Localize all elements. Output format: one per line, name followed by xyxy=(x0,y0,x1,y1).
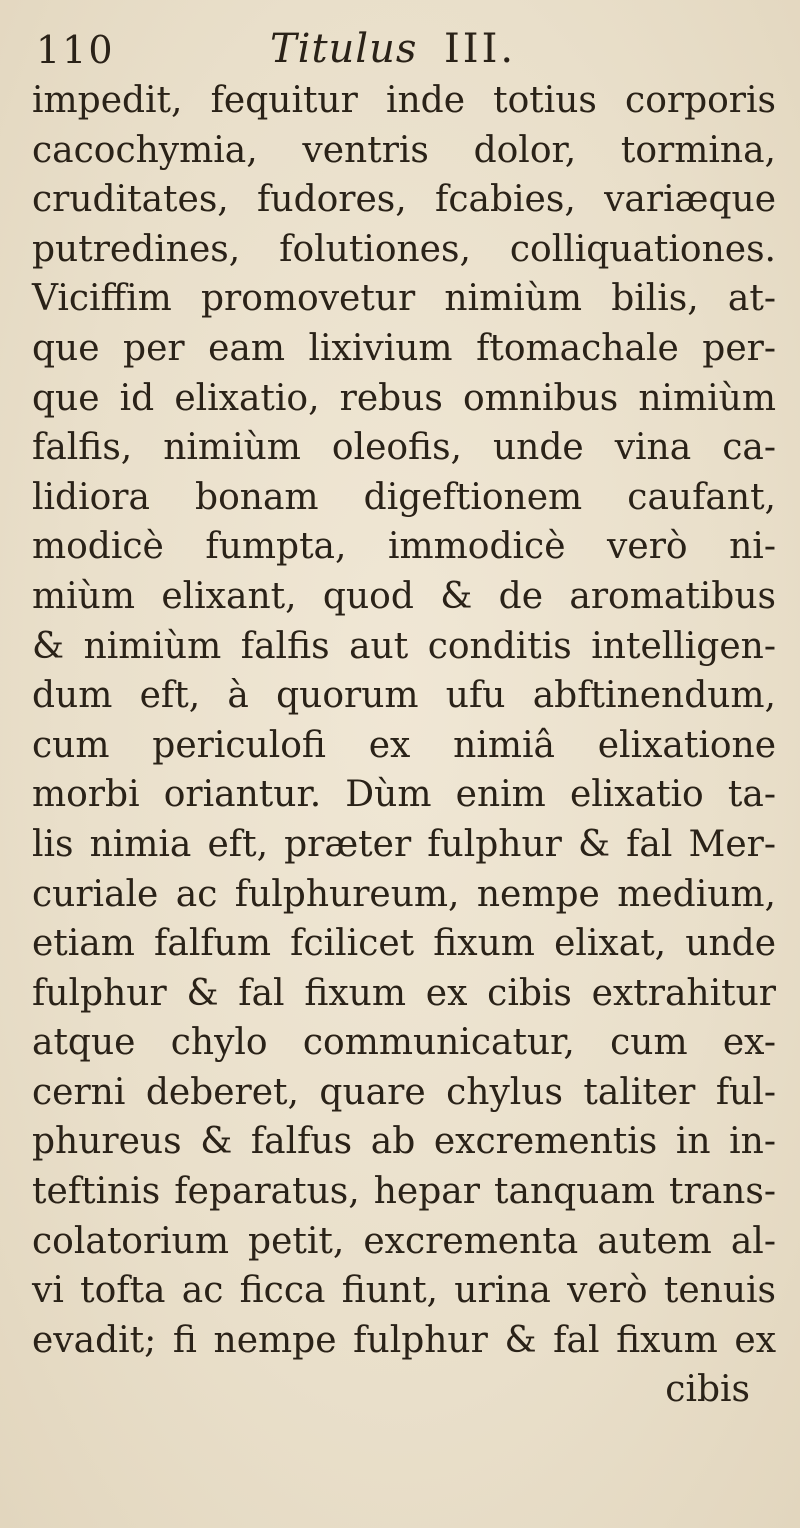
text-line: vi tofta ac ficca fiunt, urina verò tenuis xyxy=(32,1270,776,1312)
page-number: 110 xyxy=(36,28,115,72)
text-line: cerni deberet, quare chylus taliter ful- xyxy=(32,1071,776,1113)
running-title: Titulus xyxy=(270,26,418,72)
text-line: etiam falfum fcilicet fixum elixat, unde xyxy=(32,923,776,965)
text-line: cum periculofi ex nimiâ elixatione xyxy=(32,724,776,766)
text-line: falfis, nimiùm oleofis, unde vina ca- xyxy=(32,427,776,469)
text-line: miùm elixant, quod & de aromatibus xyxy=(32,575,776,617)
body-text xyxy=(22,76,782,1415)
text-line: Viciffim promovetur nimiùm bilis, at- xyxy=(32,278,776,320)
text-line: lidiora bonam digeftionem caufant, xyxy=(32,476,776,518)
text-line: modicè fumpta, immodicè verò ni- xyxy=(32,526,776,568)
text-line: evadit; fi nempe fulphur & fal fixum ex xyxy=(32,1319,776,1361)
text-line: putredines, folutiones, colliquationes. xyxy=(32,228,776,270)
text-line: dum eft, à quorum ufu abftinendum, xyxy=(32,675,776,717)
text-line: que id elixatio, rebus omnibus nimiùm xyxy=(32,377,776,419)
text-line: teftinis feparatus, hepar tanquam trans- xyxy=(32,1171,776,1213)
text-line: phureus & falfus ab excrementis in in- xyxy=(32,1121,776,1163)
catchword: cibis xyxy=(665,1369,750,1411)
text-line: impedit, fequitur inde totius corporis xyxy=(32,80,776,121)
text-line: cruditates, fudores, fcabies, variæque xyxy=(32,179,776,221)
running-title-numeral: III. xyxy=(444,26,517,72)
text-line: curiale ac fulphureum, nempe medium, xyxy=(32,873,776,915)
text-line: colatorium petit, excrementa autem al- xyxy=(32,1220,776,1262)
running-head xyxy=(0,22,800,78)
text-line: fulphur & fal fixum ex cibis extrahitur xyxy=(32,972,776,1014)
text-line: cacochymia, ventris dolor, tormina, xyxy=(32,129,776,171)
text-line: & nimiùm falfis aut conditis intelligen- xyxy=(32,625,776,667)
text-line: lis nimia eft, præter fulphur & fal Mer- xyxy=(32,823,776,865)
text-line: atque chylo communicatur, cum ex- xyxy=(32,1022,776,1064)
text-line: que per eam lixivium ftomachale per- xyxy=(32,327,776,369)
text-line: morbi oriantur. Dùm enim elixatio ta- xyxy=(32,774,776,816)
